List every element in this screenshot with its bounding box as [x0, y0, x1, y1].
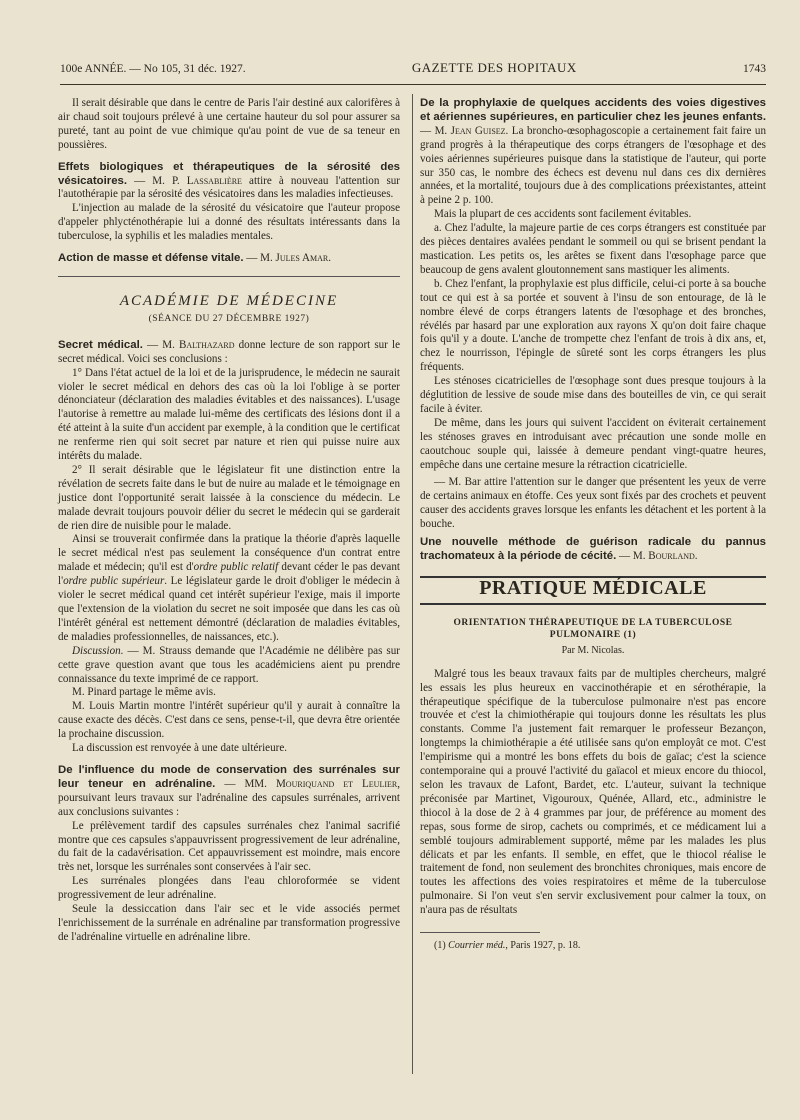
- footnote-source: Courrier méd.: [448, 940, 506, 952]
- section-title: Effets biologiques et thérapeutiques de la sérosité des vésicatoires.: [58, 160, 400, 187]
- italic-run: ordre public relatif: [193, 561, 279, 574]
- section-title: Une nouvelle méthode de guérison radicale du pannus trachomateux à la période de cécité.: [420, 536, 766, 562]
- section-author: M. Jean Guisez.: [434, 124, 509, 137]
- text-run: . Le législateur garde le droit d'obliger le médecin à violer le secret médical quand cet intérêt supérieur l'exige, mais il importe que l'extension de la violation du secret ne soit imposée que dans les cas où l'intérêt général est nettement démontré (déclaration de maladies évitables, de maladies professionnelles, de naissances, etc.).: [58, 575, 400, 643]
- paragraph: b. Chez l'enfant, la prophylaxie est plus difficile, celui-ci porte à sa bouche tout ce qui est à sa portée et souvent à l'insu de son entourage, de là le nombre élevé de corps étrangers latents de l'œsophage et des bronches, révélés par hasard par une exploration aux rayons X qu'on doit faire chaque fois qu'il y a doute. L'anche de trompette chez l'enfant de trois à dix ans, et, chez le nourrisson, l'épingle de sûreté sont les corps étrangers les plus fréquents.: [420, 277, 766, 374]
- paragraph: [58, 645, 400, 687]
- paragraph: La discussion est renvoyée à une date ultérieure.: [72, 742, 288, 755]
- paragraph: M. Louis Martin montre l'intérêt supérieur qu'il y aurait à connaître la cause exacte des décès. C'est dans ce sens, pense-t-il, que devra être orientée la prochaine discussion.: [58, 700, 400, 741]
- pratique-medicale-banner: [420, 576, 766, 605]
- running-header: [60, 60, 766, 80]
- section-text: poursuivant leurs travaux sur l'adrénaline des capsules surrénales, arrivent aux conclusions suivantes :: [58, 791, 400, 818]
- paragraph: 2° Il serait désirable que le législateur fit une distinction entre la révélation de secrets faite dans le but de nuire au malade et le témoignage en justice dont l'opportunité serait laissée à la conscience du médecin. Le malade devrait toujours pouvoir délier du secret le médecin qui se garderait de rien dire de nuisible pour le malade.: [58, 463, 400, 532]
- footnote-ref: , Paris 1927, p. 18.: [505, 940, 581, 952]
- section-author: M. P. Lassablière: [152, 174, 242, 187]
- header-issue: 100e ANNÉE. — No 105, 31 déc. 1927.: [60, 63, 246, 75]
- section-title: De l'influence du mode de conservation des surrénales sur leur teneur en adrénaline.: [58, 763, 400, 790]
- paragraph: Il serait désirable que dans le centre de Paris l'air destiné aux calorifères à air chaud soit toujours prélevé à une certaine hauteur du sol pour assurer sa pureté, tant au point de vue chimique qu'au point de vue de sa teneur en poussières.: [58, 97, 400, 151]
- section-text: La broncho-œsophagoscopie a certainement fait faire un grand progrès à la thérapeutique des corps étrangers de l'œsophage et des voies aériennes supérieures puisque dans la statistique de l'auteur, qui porte sur 350 cas, le nombre des échecs est devenu nul dans ces dix dernières années, et la mortalité, toujours due à des complications préexistantes, atteint à peine 2 p. 100.: [420, 124, 767, 207]
- section-title: Secret médical.: [58, 338, 143, 351]
- paragraph: Mais la plupart de ces accidents sont facilement évitables.: [434, 208, 692, 221]
- discussion-label: Discussion.: [72, 644, 124, 657]
- section-text: attire à nouveau l'attention sur l'autothérapie par la sérosité des vésicatoires dans les maladies infectieuses.: [58, 174, 400, 201]
- article-byline: Par M. Nicolas.: [561, 644, 625, 656]
- footnote: [420, 939, 766, 953]
- paragraph: 1° Dans l'état actuel de la loi et de la jurisprudence, le médecin ne saurait violer le secret médical en dehors des cas où la loi l'oblige à se porter dénonciateur (déclaration des maladies évitables et des naissances). L'usage l'autorise à remettre au malade lui-même des certificats des lésions dont il a été atteint à la suite d'un accident par exemple, à la condition que le certificat ne renferme rien qui soit secret par nature et rien qui puisse nuire aux intérêts du malade.: [58, 366, 400, 463]
- section-title: Action de masse et défense vitale.: [58, 252, 244, 265]
- paragraph: Les surrénales plongées dans l'eau chloroformée se vident progressivement de leur adrénaline.: [58, 875, 400, 902]
- section-rule: [58, 276, 400, 277]
- paragraph: M. Pinard partage le même avis.: [72, 686, 216, 699]
- section-effets-biologiques: Effets biologiques et thérapeutiques de la sérosité des vésicatoires. — M. P. Lassablière attire à nouveau l'attention sur l'autothérapie par la sérosité des vésicatoires dans les maladies infectieuses.: [58, 160, 400, 201]
- left-column: [58, 97, 400, 945]
- footnote-rule: [420, 932, 540, 933]
- section-prophylaxie: De la prophylaxie de quelques accidents des voies digestives et aériennes supérieures, en particulier chez les jeunes enfants. — M. Jean Guisez. La broncho-œsophagoscopie a certainement fait faire un grand progrès à la thérapeutique des corps étrangers de l'œsophage et des voies aériennes supérieures puisque dans la statistique de l'auteur, qui porte sur 350 cas, le nombre des échecs est devenu nul dans ces dix dernières années, et la mortalité, toujours due à des complications préexistantes, atteint à peine 2 p. 100.: [420, 97, 767, 207]
- paragraph: Les sténoses cicatricielles de l'œsophage sont dues presque toujours à la déglutition de lessive de soude mise dans des bouteilles de vin, ce qui serait facile à éviter.: [420, 375, 766, 415]
- article-title: ORIENTATION THÉRAPEUTIQUE DE LA TUBERCULOSE PULMONAIRE (1): [453, 617, 733, 640]
- text-run: — M. Strauss demande que l'Académie ne délibère pas sur cette grave question avant que tous les académiciens aient pu prendre connaissance du texte imprimé de ce rapport.: [58, 644, 400, 685]
- header-rule: [60, 84, 766, 85]
- italic-run: ordre public supérieur: [63, 575, 165, 588]
- section-text: donne lecture de son rapport sur le secret médical. Voici ses conclusions :: [58, 338, 400, 365]
- paragraph: De même, dans les jours qui suivent l'accident on éviterait certainement les sténoses graves en introduisant avec précaution une sonde molle en caoutchouc souple qui, laissée à demeure pendant vingt-quatre heures, empêche dans une certaine mesure la rétraction cicatricielle.: [420, 416, 766, 471]
- paragraph: Le prélèvement tardif des capsules surrénales chez l'animal sacrifié montre que ces capsules s'appauvrissent progressivement de leur adrénaline, du fait de la cadavérisation. Cet appauvrissement est moindre, mais encore très net, lorsque les surrénales sont conservées à l'air sec.: [58, 819, 400, 874]
- paragraph: Malgré tous les beaux travaux faits par de multiples chercheurs, malgré les essais les plus heureux en vaccinothérapie et en sérothérapie, la thérapeutique spécifique de la tuberculose pulmonaire n'est pas encore trouvée et c'est la chimiothérapie qui toujours donne les résultats les plus constants. Comme l'a justement fait remarquer le professeur Bezançon, longtemps la chimiothérapie a été utilisée sans qu'on employât ce mot. C'est l'empirisme qui a montré les bons effets du bois de gaïac; c'est la science contemporaine qui a prouvé l'activité du gaïacol et mieux encore du thiocol, selon les travaux de Lafont, Bardet, etc. L'auteur, suivant la technique préconisée par Martinet, Vigouroux, Quénée, Allard, etc., administre le thiocol à la dose de 2 à 4 grammes par jour, de préférence au moment des repas, sous forme de sirop, cachets ou comprimés, et ce médicament lui a semblé toujours admirablement supporté, même par les malades les plus délicats et par les enfants. Il semble, en effet, que le thiocol réalise le traitement de fond, non seulement des bronchites chroniques, mais encore de toutes les affections des voies respiratoires et même de la tuberculose pulmonaire. Si l'on veut s'en servir exclusivement pour calmer la toux, on n'aura pas de résultats: [420, 667, 766, 917]
- seance-date: (SÉANCE DU 27 DÉCEMBRE 1927): [148, 313, 310, 324]
- paragraph: a. Chez l'adulte, la majeure partie de ces corps étrangers est constituée par des pièces dentaires avalées pendant le sommeil ou qui se brisent pendant la mastication. Les petits os, les arêtes se fixent dans l'œsophage parce que beaucoup de gens avalent gloutonnement sans mastiquer les aliments.: [420, 222, 766, 276]
- pratique-heading: PRATIQUE MÉDICALE: [479, 576, 707, 599]
- paragraph: Seule la dessiccation dans l'air sec et le vide associés permet l'enrichissement de la surrénale en adrénaline par transformation progressive de l'adrénaline virtuelle en adrénaline libre.: [58, 903, 400, 943]
- paragraph: L'injection au malade de la sérosité du vésicatoire que l'auteur propose d'appeler phlycténothérapie lui a donné des résultats intéressants dans la tuberculose, la syphilis et les maladies mentales.: [58, 202, 400, 243]
- section-secret-medical: Secret médical. — M. Balthazard donne lecture de son rapport sur le secret médical. Voici ses conclusions :: [58, 338, 400, 365]
- section-author: M. Bourland.: [632, 550, 698, 562]
- header-page-number: 1743: [743, 63, 766, 75]
- paragraph: [58, 533, 400, 644]
- right-column: [420, 97, 766, 953]
- header-journal-title: GAZETTE DES HOPITAUX: [411, 60, 577, 75]
- section-author: M. Balthazard: [162, 338, 235, 351]
- footnote-number: (1): [434, 940, 449, 952]
- section-author: MM. Mouriquand et Leulier,: [244, 777, 401, 790]
- section-pannus: Une nouvelle méthode de guérison radicale du pannus trachomateux à la période de cécité. — M. Bourland.: [420, 536, 766, 562]
- section-title: De la prophylaxie de quelques accidents des voies digestives et aériennes supérieures, en particulier chez les jeunes enfants.: [420, 97, 766, 123]
- section-action-de-masse: Action de masse et défense vitale. — M. Jules Amar.: [58, 252, 332, 265]
- paragraph: — M. Bar attire l'attention sur le danger que présentent les yeux de verre de certains animaux en étoffe. Ces yeux sont fixés par des crochets et peuvent causer des accidents graves lorsque les enfants les détachent et les portent à la bouche.: [420, 476, 766, 531]
- text-run: Ainsi se trouverait confirmée dans la pratique la théorie d'après laquelle le secret médical n'est pas seulement la conséquence d'un contrat entre malade et médecin; qu'il est d': [58, 533, 400, 574]
- section-surrenales: De l'influence du mode de conservation des surrénales sur leur teneur en adrénaline. — MM. Mouriquand et Leulier, poursuivant leurs travaux sur l'adrénaline des capsules surrénales, arrivent aux conclusions suivantes :: [58, 763, 401, 818]
- text-run: devant céder le pas devant l': [58, 561, 400, 588]
- column-divider: [412, 94, 413, 1074]
- academie-heading: ACADÉMIE DE MÉDECINE: [119, 292, 339, 309]
- section-author: M. Jules Amar.: [260, 252, 332, 265]
